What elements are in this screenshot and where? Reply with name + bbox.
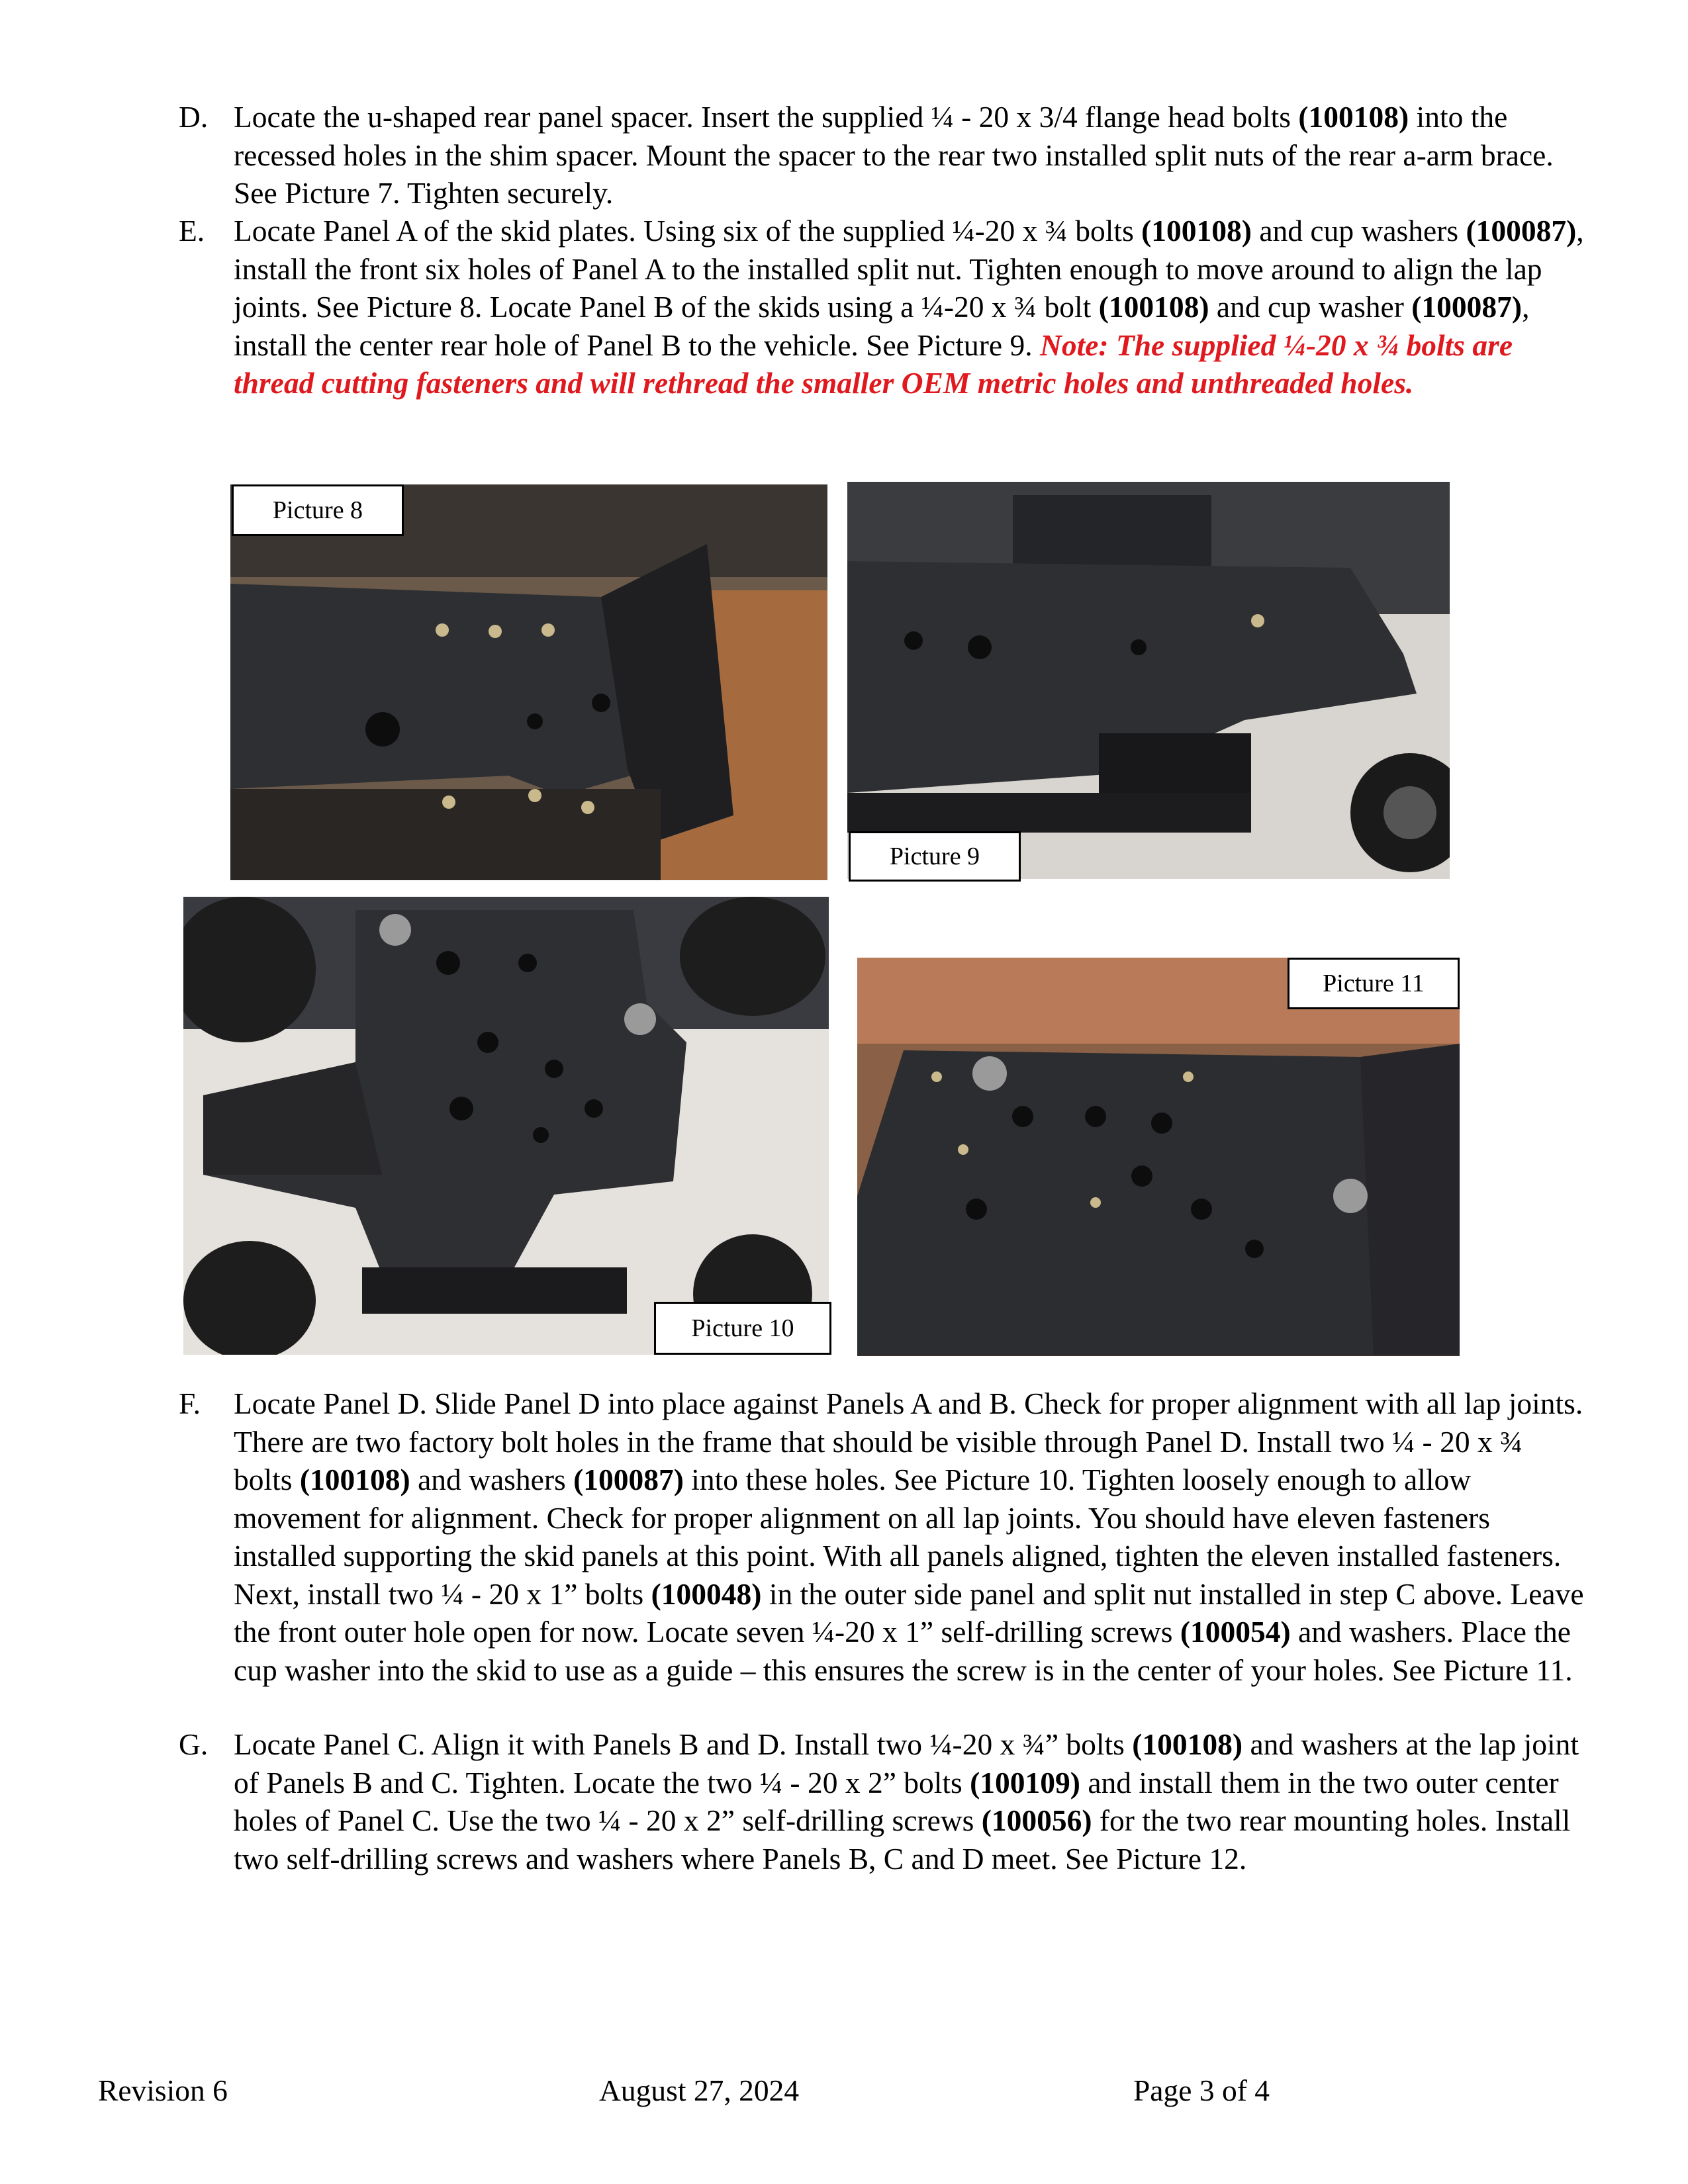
- part-number: (100109): [970, 1765, 1080, 1799]
- step-e: [179, 212, 1589, 402]
- part-number: (100048): [651, 1576, 762, 1611]
- footer-revision: Revision 6: [98, 2073, 228, 2107]
- step-text: Locate Panel D. Slide Panel D into place against Panels A and B. Check for proper alignment with all lap joints. There are two factory bolt holes in the frame that should be visible through Panel D. Install two ¼ - 20 x ¾ bolts (100108) and washers (100087) into these holes. See Picture 10. Tighten loosely enough to allow movement for alignment. Check for proper alignment on all lap joints. You should have eleven fasteners installed supporting the skid panels at this point. With all panels aligned, tighten the eleven installed fasteners. Next, install two ¼ - 20 x 1” bolts (100048) in the outer side panel and split nut installed in step C above. Leave the front outer hole open for now. Locate seven ¼-20 x 1” self-drilling screws (100054) and washers. Place the cup washer into the skid to use as a guide – this ensures the screw is in the center of your holes. See Picture 11.: [234, 1387, 1584, 1687]
- part-number: (100108): [1141, 214, 1252, 248]
- picture-8-photo: [230, 484, 827, 880]
- footer-date: August 27, 2024: [599, 2073, 800, 2107]
- part-number: (100108): [1298, 100, 1409, 134]
- picture-9-photo: [847, 482, 1450, 879]
- picture-10-photo: [183, 897, 829, 1355]
- picture-11-label: Picture 11: [1288, 958, 1460, 1009]
- picture-10-label: Picture 10: [654, 1302, 831, 1355]
- part-number: (100087): [1466, 214, 1577, 248]
- part-number: (100108): [299, 1463, 410, 1496]
- step-text: Locate Panel A of the skid plates. Using six of the supplied ¼-20 x ¾ bolts (100108) and cup washers (100087), install the front six holes of Panel A to the installed split nut. Tighten enough to move around to align the lap joints. See Picture 8. Locate Panel B of the skids using a ¼-20 x ¾ bolt (100108) and cup washer (100087), install the center rear hole of Panel B to the vehicle. See Picture 9. Note: The supplied ¼-20 x ¾ bolts are thread cutting fasteners and will rethread the smaller OEM metric holes and unthreaded holes.: [234, 214, 1584, 400]
- step-text: Locate the u-shaped rear panel spacer. Insert the supplied ¼ - 20 x 3/4 flange head bolts (100108) into the recessed holes in the shim spacer. Mount the spacer to the rear two installed split nuts of the rear a-arm brace. See Picture 7. Tighten securely.: [234, 100, 1554, 210]
- step-d: [179, 98, 1589, 212]
- step-letter: D.: [179, 100, 209, 134]
- picture-9-label: Picture 9: [849, 831, 1021, 882]
- part-number: (100108): [1098, 290, 1209, 324]
- part-number: (100087): [1411, 290, 1523, 324]
- footer-page-number: Page 3 of 4: [1133, 2073, 1270, 2107]
- part-number: (100056): [981, 1803, 1092, 1837]
- step-letter: E.: [179, 214, 205, 248]
- step-f: [179, 1385, 1589, 1689]
- picture-8-label: Picture 8: [232, 484, 404, 536]
- step-text: Locate Panel C. Align it with Panels B and D. Install two ¼-20 x ¾” bolts (100108) and washers at the lap joint of Panels B and C. Tighten. Locate the two ¼ - 20 x 2” bolts (100109) and install them in the two outer center holes of Panel C. Use the two ¼ - 20 x 2” self-drilling screws (100056) for the two rear mounting holes. Install two self-drilling screws and washers where Panels B, C and D meet. See Picture 12.: [234, 1727, 1579, 1876]
- warning-note: Note: The supplied ¼-20 x ¾ bolts are thread cutting fasteners and will rethread the smaller OEM metric holes and unthreaded holes.: [234, 328, 1513, 400]
- part-number: (100108): [1132, 1727, 1243, 1761]
- part-number: (100087): [573, 1463, 684, 1496]
- step-letter: F.: [179, 1387, 201, 1420]
- step-letter: G.: [179, 1727, 209, 1761]
- step-g: [179, 1725, 1589, 1878]
- picture-11-photo: [857, 958, 1460, 1356]
- part-number: (100054): [1180, 1615, 1291, 1649]
